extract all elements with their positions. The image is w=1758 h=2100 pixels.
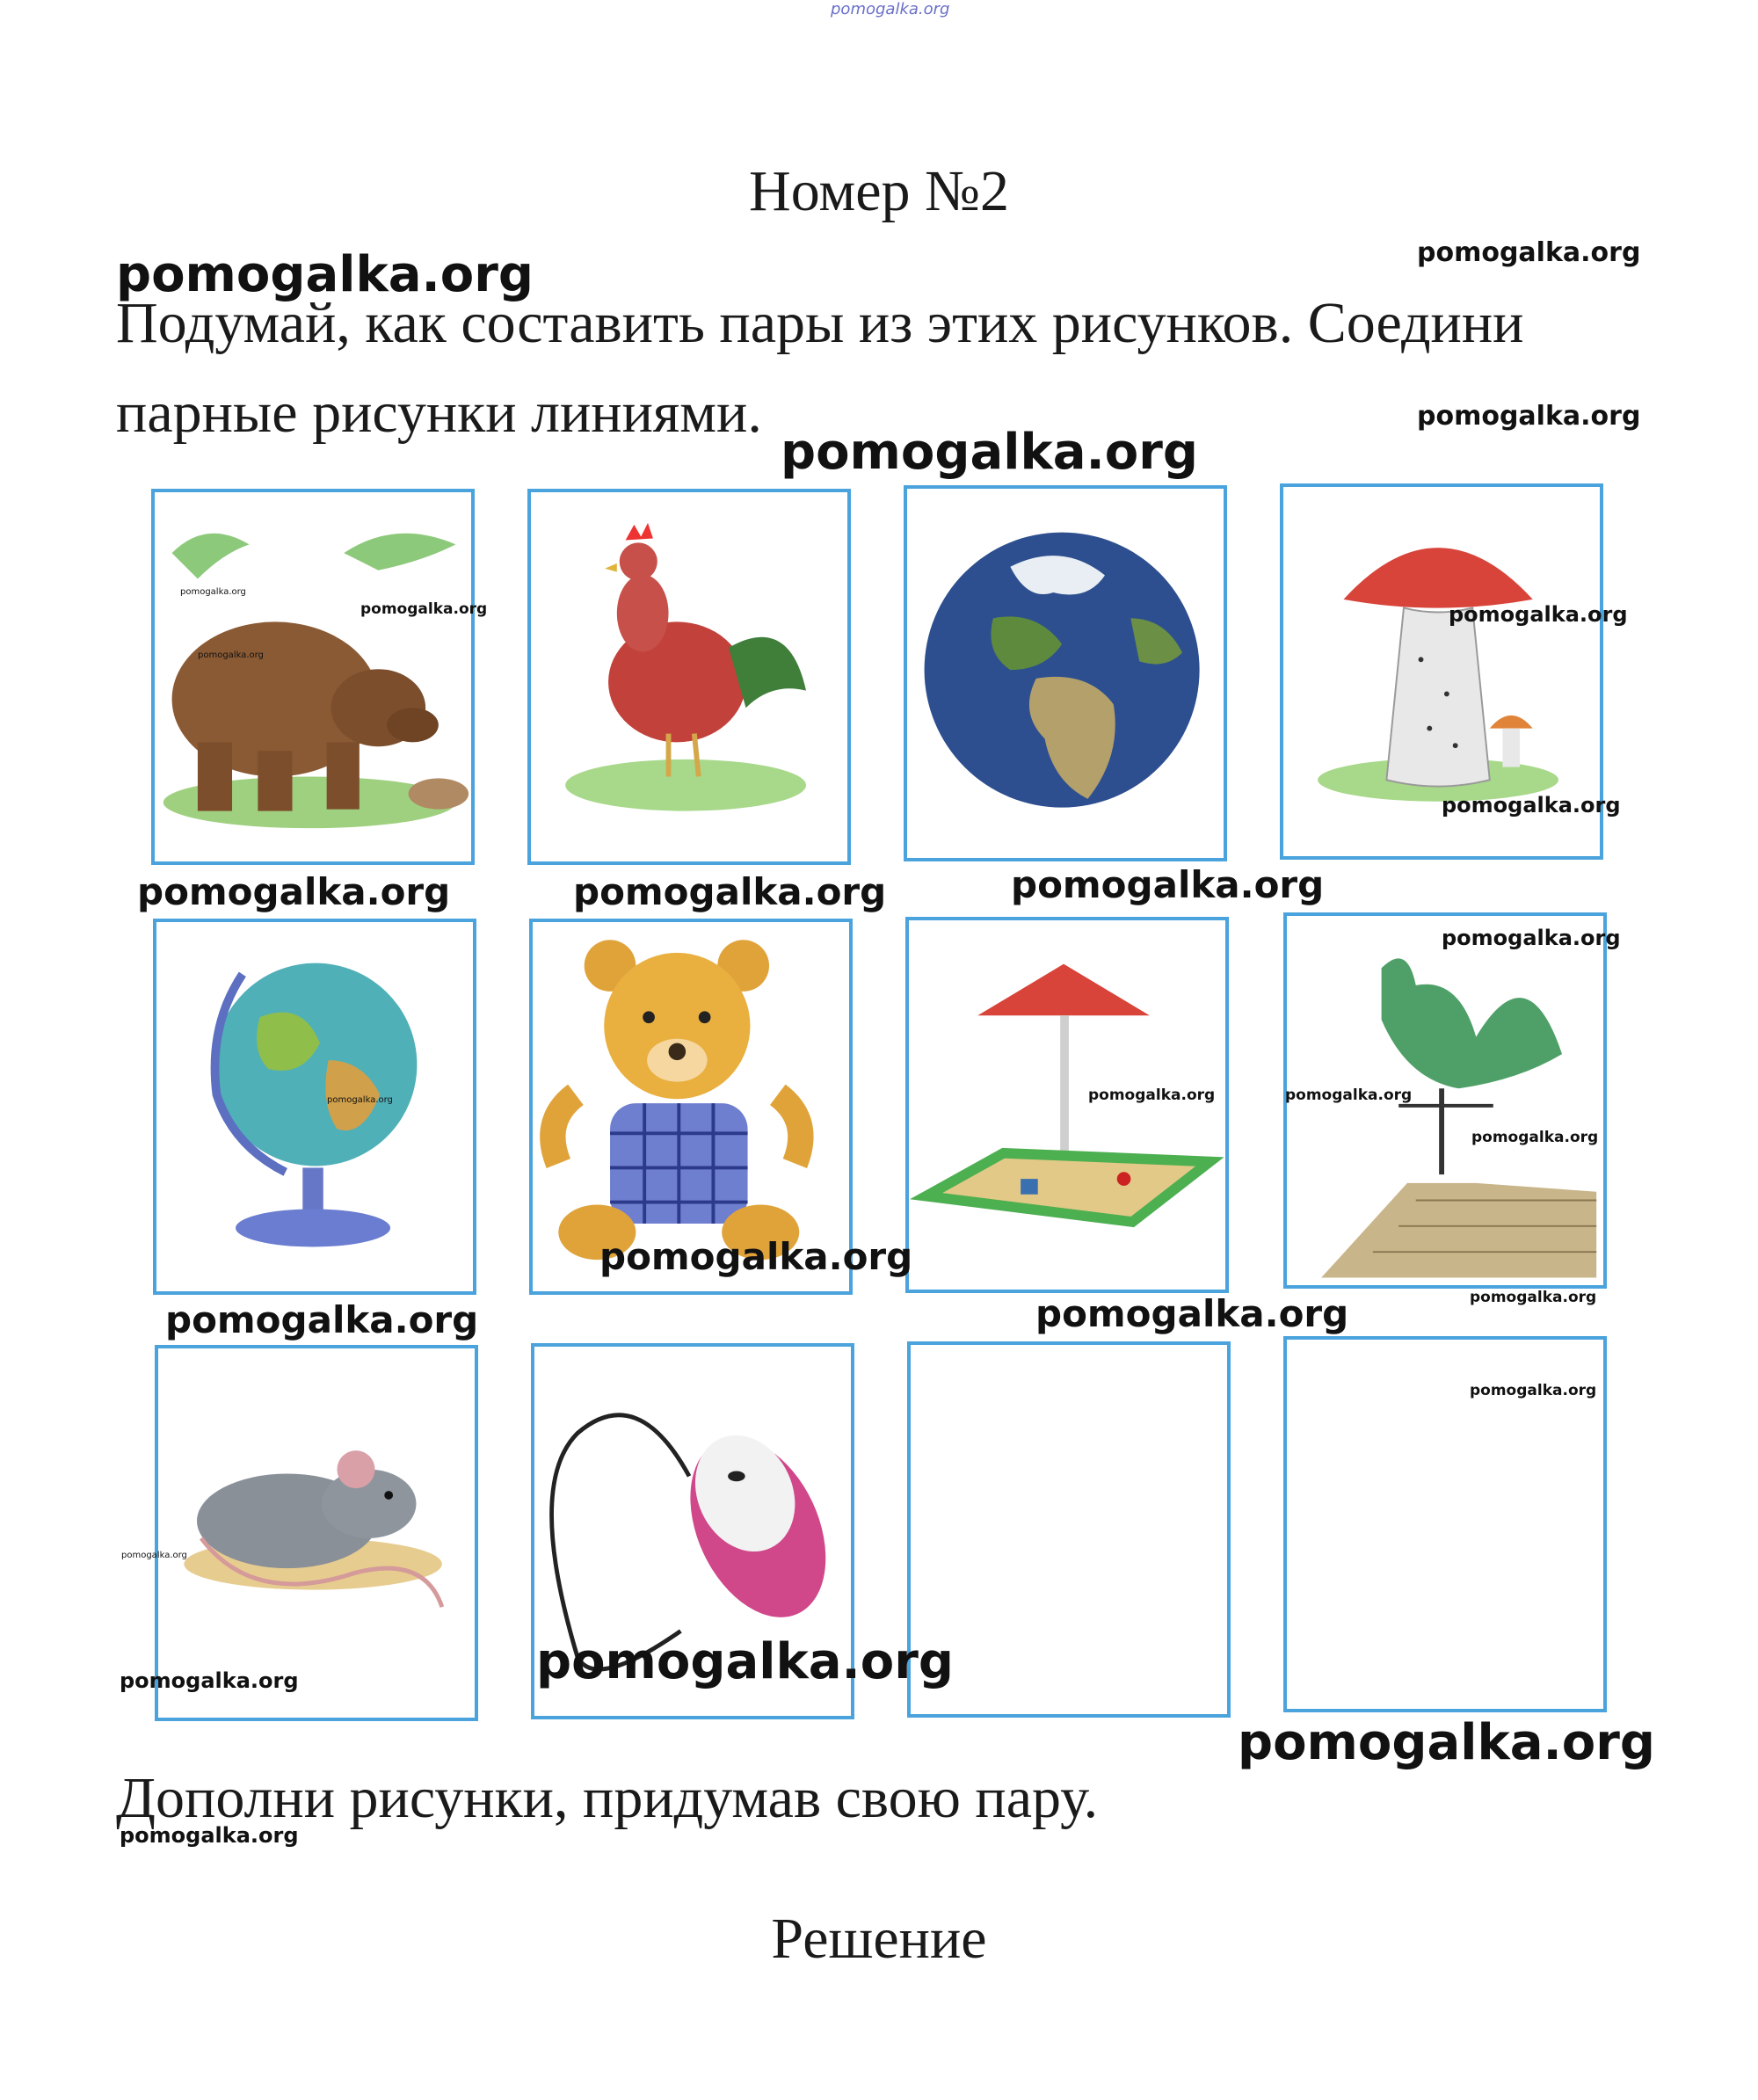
card-mouse-animal[interactable] [155,1345,478,1721]
watermark: pomogalka.org [781,424,1198,481]
watermark: pomogalka.org [1442,793,1621,817]
card-rooster[interactable] [527,489,851,865]
watermark: pomogalka.org [116,246,534,303]
watermark: pomogalka.org [573,870,887,913]
task-line-2: парные рисунки линиями. [116,381,762,445]
watermark: pomogalka.org [198,650,264,660]
watermark: pomogalka.org [121,1551,187,1560]
earth-planet-icon [907,489,1224,858]
header-site-mark: pomogalka.org [831,0,950,18]
watermark: pomogalka.org [1471,1129,1599,1146]
globe-icon [156,922,473,1291]
watermark: pomogalka.org [120,1668,299,1693]
watermark: pomogalka.org [1011,863,1325,906]
solution-heading: Решение [771,1907,987,1971]
watermark: pomogalka.org [536,1633,954,1690]
watermark: pomogalka.org [599,1235,913,1278]
watermark: pomogalka.org [360,600,488,618]
watermark: pomogalka.org [1442,926,1621,950]
watermark: pomogalka.org [1470,1382,1597,1399]
watermark: pomogalka.org [180,587,246,597]
card-globe[interactable] [153,919,476,1295]
watermark: pomogalka.org [327,1095,393,1105]
watermark: pomogalka.org [120,1823,299,1848]
watermark: pomogalka.org [1470,1289,1597,1306]
watermark: pomogalka.org [1088,1086,1216,1104]
mouse-animal-icon [158,1348,475,1718]
watermark: pomogalka.org [1035,1292,1349,1335]
watermark: pomogalka.org [1417,401,1641,432]
watermark: pomogalka.org [137,870,451,913]
watermark: pomogalka.org [165,1298,479,1341]
page-title: Номер №2 [749,159,1009,223]
card-empty-1[interactable] [907,1341,1231,1718]
rooster-icon [531,492,847,861]
task-line-1: Подумай, как составить пары из этих рисунков. Соедини [116,291,1524,355]
completion-instruction: Дополни рисунки, придумав свою пару. [116,1766,1099,1830]
watermark: pomogalka.org [1417,237,1641,268]
card-sandbox[interactable] [905,917,1229,1293]
sandbox-umbrella-icon [909,920,1225,1290]
watermark: pomogalka.org [1238,1714,1655,1771]
watermark: pomogalka.org [1285,1086,1413,1104]
watermark: pomogalka.org [1449,602,1628,627]
card-bear[interactable] [151,489,475,865]
card-earth[interactable] [904,485,1227,861]
bear-icon [155,492,471,861]
